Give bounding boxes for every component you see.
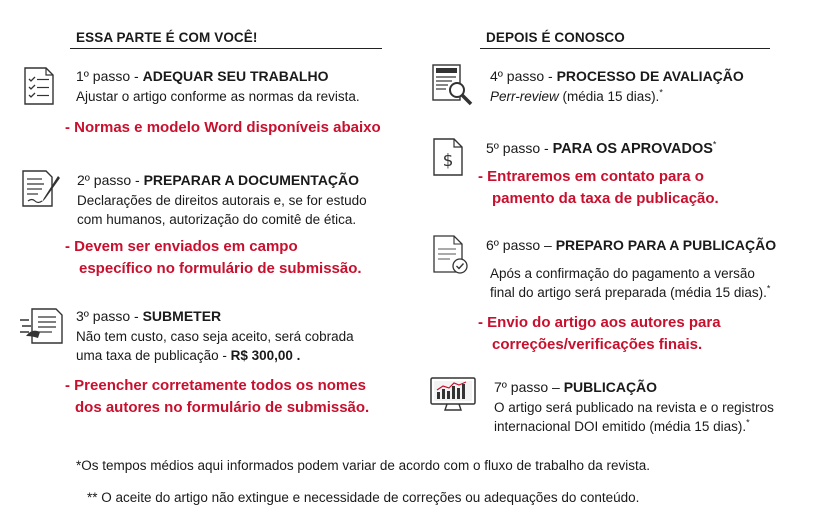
monitor-chart-icon bbox=[428, 376, 478, 412]
step-2-note-line-2: específico no formulário de submissão. bbox=[79, 260, 362, 277]
footnote-2: ** O aceite do artigo não extingue e necessidade de correções ou adequações do conteúdo. bbox=[87, 490, 640, 505]
magnifier-document-icon bbox=[430, 62, 474, 106]
step-5-title: 5º passo - PARA OS APROVADOS* bbox=[486, 139, 717, 157]
step-3-title: 3º passo - SUBMETER bbox=[76, 308, 222, 324]
document-sign-icon bbox=[20, 168, 62, 208]
step-4-title: 4º passo - PROCESSO DE AVALIAÇÃO bbox=[490, 68, 744, 84]
right-heading: DEPOIS É CONOSCO bbox=[486, 30, 625, 45]
step-3-desc-line-1: Não tem custo, caso seja aceito, será cobrada bbox=[76, 329, 354, 344]
step-2-desc-line-2: com humanos, autorização do comitê de ética. bbox=[77, 212, 357, 227]
step-7-desc-line-1: O artigo será publicado na revista e o registros bbox=[494, 400, 774, 415]
step-6-desc-line-1: Após a confirmação do pagamento a versão bbox=[490, 266, 755, 281]
approved-document-icon bbox=[432, 234, 470, 276]
step-3-note-line-1: - Preencher corretamente todos os nomes bbox=[65, 377, 366, 394]
step-2-title: 2º passo - PREPARAR A DOCUMENTAÇÃO bbox=[77, 172, 360, 188]
step-5-note-line-2: pamento da taxa de publicação. bbox=[492, 190, 719, 207]
step-7-title: 7º passo – PUBLICAÇÃO bbox=[494, 379, 658, 395]
step-3-note-line-2: dos autores no formulário de submissão. bbox=[75, 399, 370, 416]
svg-text:$: $ bbox=[442, 151, 454, 171]
step-1-note: - Normas e modelo Word disponíveis abaixo bbox=[65, 119, 381, 136]
step-3-desc-line-2: uma taxa de publicação - R$ 300,00 . bbox=[76, 348, 301, 363]
step-5-note-line-1: - Entraremos em contato para o bbox=[478, 168, 704, 185]
step-6-note-line-2: correções/verificações finais. bbox=[492, 336, 703, 353]
step-6-title: 6º passo – PREPARO PARA A PUBLICAÇÃO bbox=[486, 237, 777, 253]
step-7-desc-line-2: internacional DOI emitido (média 15 dias).* bbox=[494, 417, 750, 434]
left-heading: ESSA PARTE É COM VOCÊ! bbox=[76, 30, 258, 45]
step-6-note-line-1: - Envio do artigo aos autores para bbox=[478, 314, 721, 331]
step-1-title: 1º passo - ADEQUAR SEU TRABALHO bbox=[76, 68, 329, 84]
checklist-icon bbox=[22, 66, 56, 106]
left-heading-rule bbox=[70, 48, 382, 49]
step-6-desc-line-2: final do artigo será preparada (média 15 dias).* bbox=[490, 283, 771, 300]
publication-fee: R$ 300,00 . bbox=[230, 348, 301, 363]
step-1-desc: Ajustar o artigo conforme as normas da revista. bbox=[76, 89, 360, 104]
step-4-desc: Perr-review (média 15 dias).* bbox=[490, 87, 663, 104]
dollar-document-icon bbox=[432, 137, 464, 177]
submit-document-icon bbox=[18, 306, 64, 346]
step-2-note-line-1: - Devem ser enviados em campo bbox=[65, 238, 298, 255]
footnote-1: *Os tempos médios aqui informados podem variar de acordo com o fluxo de trabalho da revista. bbox=[76, 458, 651, 473]
right-heading-rule bbox=[480, 48, 770, 49]
step-2-desc-line-1: Declarações de direitos autorais e, se for estudo bbox=[77, 193, 367, 208]
